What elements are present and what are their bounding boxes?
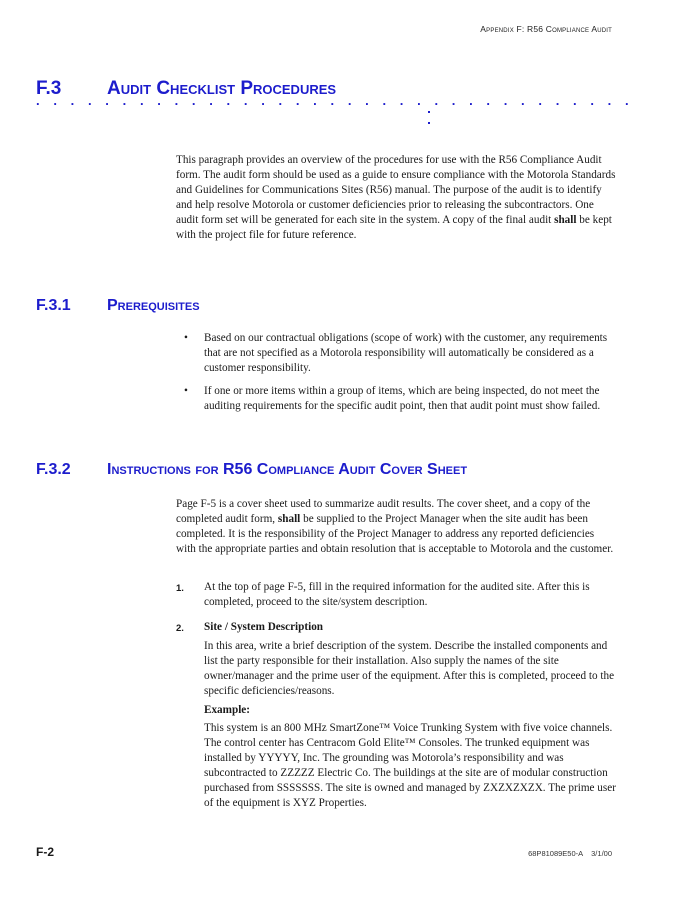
f32-intro-paragraph xyxy=(176,497,616,557)
section-title: Audit Checklist Procedures xyxy=(107,78,337,99)
subsection-title: Prerequisites xyxy=(107,297,200,314)
step-number: 2. xyxy=(176,623,184,634)
page-number: F-2 xyxy=(36,845,54,859)
example-text: This system is an 800 MHz SmartZone™ Voice Trunking System with five voice channels. The control center has Centracom Gold Elite™ Consoles. The trunked equipment was installed by YYYYY, Inc. The grounding was Motorola’s responsibility and was subcontracted to ZZZZZ Electric Co. The buildings at the site are of modular construction purchased from SSSSSSS. The site is owned and managed by ZXZXZXZX. The prime user of the equipment is XYZ Properties. xyxy=(204,722,616,809)
doc-number: 68P81089E50-A xyxy=(528,849,584,858)
cover-sheet-steps xyxy=(176,580,616,811)
f3-intro-bold: shall xyxy=(554,214,577,226)
running-header xyxy=(480,24,612,34)
dot-leader: . . . . . . . . . . . . . . . . . . . . . . . . . . . . . . . . . . . xyxy=(36,93,634,108)
step-item xyxy=(176,580,616,610)
section-number: F.3 xyxy=(36,78,62,99)
step-text: At the top of page F-5, fill in the required information for the audited site. After this is completed, proceed to the site/system description. xyxy=(204,581,590,608)
step-number: 1. xyxy=(176,583,184,594)
list-item-text: Based on our contractual obligations (scope of work) with the customer, any requirements that are not specified as a Motorola responsibility will automatically be considered as a customer responsibility. xyxy=(204,332,608,374)
f3-intro-text-b: be kept with the project file for future reference. xyxy=(176,214,612,241)
footer-doc-info xyxy=(528,849,612,858)
prerequisites-list xyxy=(176,331,616,422)
f3-intro-paragraph xyxy=(176,153,616,243)
doc-date: 3/1/00 xyxy=(591,849,612,858)
list-item xyxy=(176,384,616,414)
example-label: Example: xyxy=(204,704,250,716)
running-head-prefix: Appendix F xyxy=(480,24,522,34)
dot-leader-end-mark xyxy=(428,111,431,133)
subsection-number: F.3.1 xyxy=(36,297,71,314)
bullet-mark: • xyxy=(184,385,188,397)
f3-intro-text-a: This paragraph provides an overview of the procedures for use with the R56 Compliance Audit form. The audit form should be used as a guide to ensure compliance with the Motorola Standards and Guidelines for Communications Sites (R56) manual. The purpose of the audit is to identify and help resolve Motorola or customer deficiencies prior to releasing the subcontractors. One audit form set will be generated for each site in the system. A copy of the final audit xyxy=(176,154,616,226)
bullet-mark: • xyxy=(184,332,188,344)
f32-intro-bold: shall xyxy=(277,513,301,525)
step-item xyxy=(176,620,616,811)
subsection-number: F.3.2 xyxy=(36,461,71,478)
step-heading: Site / System Description xyxy=(204,621,324,633)
step-text: In this area, write a brief description of the system. Describe the installed components and list the party responsible for their installation. Also supply the names of the site owner/manager and the prime user of the equipment. After this is completed, proceed to the specific deficiencies/reasons. xyxy=(204,640,615,697)
list-item-text: If one or more items within a group of items, which are being inspected, do not meet the auditing requirements for the specific audit point, then that audit point must show failed. xyxy=(204,385,601,412)
subsection-title: Instructions for R56 Compliance Audit Cover Sheet xyxy=(107,461,468,478)
f32-intro-text-b: be supplied to the Project Manager when the site audit has been completed. It is the responsibility of the Project Manager to address any reported deficiencies with the appropriate parties and obtain resolution that is acceptable to Motorola and the customer. xyxy=(176,513,614,555)
f32-intro-text-a: Page F-5 is a cover sheet used to summarize audit results. The cover sheet, and a copy of the completed audit form, xyxy=(176,498,591,525)
running-head-suffix: : R56 Compliance Audit xyxy=(521,24,612,34)
list-item xyxy=(176,331,616,376)
